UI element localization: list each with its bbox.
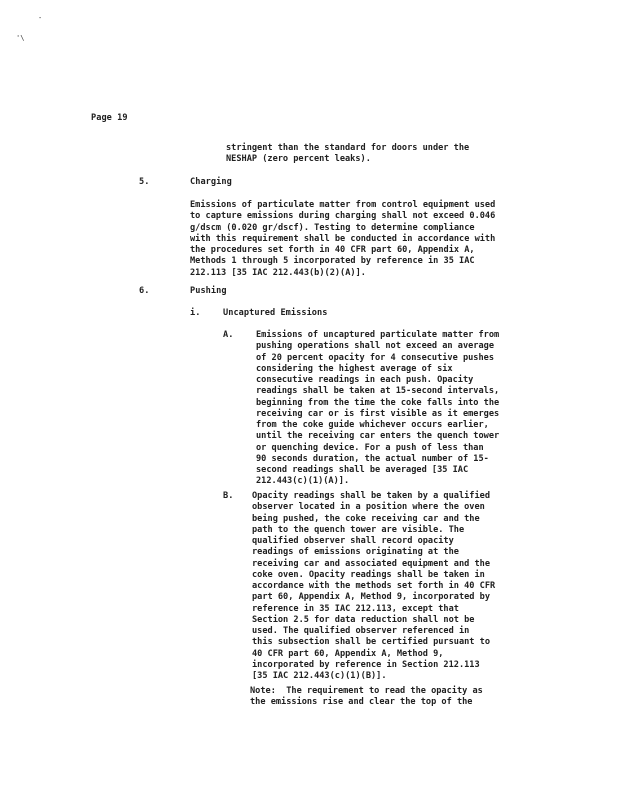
- section-6-marker: 6.: [139, 286, 150, 296]
- item-a-line: until the receiving car enters the quench tower: [256, 431, 500, 442]
- body-line: to capture emissions during charging shall not exceed 0.046: [190, 211, 496, 222]
- item-a-line: of 20 percent opacity for 4 consecutive pushes: [256, 352, 494, 363]
- item-b-line: receiving car and associated equipment and the: [252, 558, 490, 569]
- item-a-line: second readings shall be averaged [35 IAC: [256, 465, 469, 475]
- note-paragraph: [250, 686, 483, 709]
- item-b-line: [35 IAC 212.443(c)(1)(B)].: [252, 671, 387, 681]
- item-b-line: readings of emissions originating at the: [252, 547, 459, 558]
- item-a-line: beginning from the time the coke falls into the: [256, 397, 500, 408]
- item-b-line: reference in 35 IAC 212.113, except that: [252, 603, 459, 614]
- section-5-body: [190, 200, 495, 279]
- note-line: Note: The requirement to read the opacity as: [250, 686, 483, 696]
- item-b-line: used. The qualified observer referenced in: [252, 626, 470, 636]
- section-5-title: Charging: [190, 177, 232, 187]
- item-b-line: this subsection shall be certified pursuant to: [252, 637, 490, 648]
- item-b-line: qualified observer shall record opacity: [252, 536, 454, 546]
- item-a-line: Emissions of uncaptured particulate matter from: [256, 330, 500, 340]
- item-a-line: from the coke guide whichever occurs earlier,: [256, 420, 489, 430]
- body-line: g/dscm (0.020 gr/dscf). Testing to determine compliance: [190, 222, 475, 233]
- body-line: 212.113 [35 IAC 212.443(b)(2)(A)].: [190, 267, 366, 278]
- item-b-line: accordance with the methods set forth in 40 CFR: [252, 581, 496, 591]
- item-a-line: considering the highest average of six: [256, 363, 453, 374]
- body-line: Emissions of particulate matter from control equipment used: [190, 200, 496, 210]
- item-a-line: or quenching device. For a push of less than: [256, 442, 484, 453]
- body-line: Methods 1 through 5 incorporated by reference in 35 IAC: [190, 256, 475, 267]
- intro-line: stringent than the standard for doors under the: [226, 143, 470, 153]
- item-b-body: [252, 491, 495, 682]
- item-b-line: Opacity readings shall be taken by a qualified: [252, 491, 490, 501]
- item-b-line: 40 CFR part 60, Appendix A, Method 9,: [252, 648, 444, 659]
- subsection-i-title: Uncaptured Emissions: [223, 308, 328, 318]
- body-line: the procedures set forth in 40 CFR part 60, Appendix A,: [190, 245, 475, 255]
- page-number: Page 19: [91, 113, 128, 123]
- item-a-line: 212.443(c)(1)(A)].: [256, 476, 350, 487]
- section-5-marker: 5.: [139, 177, 150, 187]
- item-b-line: part 60, Appendix A, Method 9, incorporated by: [252, 592, 490, 603]
- item-b-line: incorporated by reference in Section 212.113: [252, 659, 480, 670]
- item-b-line: observer located in a position where the oven: [252, 502, 485, 513]
- item-a-line: 90 seconds duration, the actual number of 15-: [256, 453, 489, 464]
- subsection-i-marker: i.: [190, 308, 201, 318]
- item-a-line: receiving car or is first visible as it emerges: [256, 408, 500, 419]
- intro-paragraph: [226, 143, 469, 166]
- body-line: with this requirement shall be conducted in accordance with: [190, 233, 496, 244]
- item-a-marker: A.: [223, 330, 234, 340]
- item-b-line: Section 2.5 for data reduction shall not be: [252, 614, 475, 625]
- item-a-line: pushing operations shall not exceed an average: [256, 341, 494, 352]
- item-a-body: [256, 330, 499, 488]
- item-b-line: path to the quench tower are visible. The: [252, 524, 465, 535]
- item-b-line: being pushed, the coke receiving car and the: [252, 513, 480, 524]
- note-line: the emissions rise and clear the top of the: [250, 697, 473, 708]
- section-6-title: Pushing: [190, 286, 227, 296]
- item-a-line: consecutive readings in each push. Opacity: [256, 375, 474, 385]
- item-b-line: coke oven. Opacity readings shall be taken in: [252, 569, 485, 580]
- corner-mark-top: -: [38, 14, 43, 22]
- item-b-marker: B.: [223, 491, 234, 501]
- corner-mark-left: '\: [16, 34, 25, 42]
- intro-line: NESHAP (zero percent leaks).: [226, 154, 371, 165]
- item-a-line: readings shall be taken at 15-second intervals,: [256, 386, 500, 397]
